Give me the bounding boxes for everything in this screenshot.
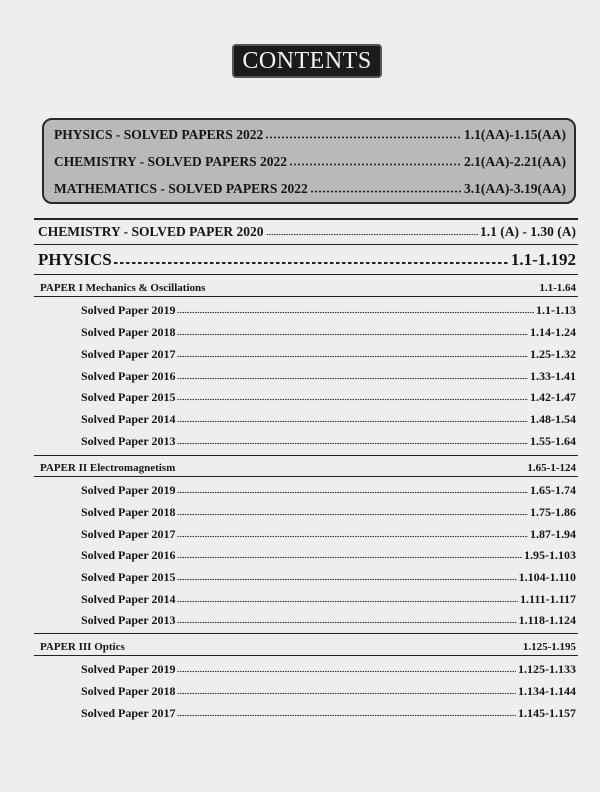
toc-entry-pages: 2.1(AA)-2.21(AA) bbox=[464, 154, 566, 169]
toc-entry[interactable] bbox=[81, 504, 576, 520]
toc-entry-physics-2022[interactable] bbox=[54, 125, 566, 143]
toc-entry[interactable] bbox=[81, 368, 576, 384]
dot-leader bbox=[177, 333, 528, 336]
toc-entry-pages: 1.42-1.47 bbox=[530, 390, 576, 404]
toc-entry-pages: 1.75-1.86 bbox=[530, 505, 576, 519]
toc-entry-label: Solved Paper 2018 bbox=[81, 505, 176, 519]
toc-entry[interactable] bbox=[81, 591, 576, 607]
divider bbox=[34, 476, 578, 477]
toc-entry-label: Solved Paper 2017 bbox=[81, 527, 176, 541]
dot-leader bbox=[289, 163, 462, 166]
toc-entry[interactable] bbox=[81, 569, 576, 585]
toc-entry[interactable] bbox=[81, 612, 576, 628]
dot-leader bbox=[177, 621, 516, 624]
divider bbox=[34, 218, 578, 220]
dot-leader bbox=[177, 311, 534, 314]
toc-entry[interactable] bbox=[81, 302, 576, 318]
toc-entry-label: Solved Paper 2018 bbox=[81, 684, 176, 698]
toc-entry-pages: 3.1(AA)-3.19(AA) bbox=[464, 181, 566, 196]
dot-leader bbox=[177, 420, 528, 423]
dot-leader bbox=[177, 491, 528, 494]
toc-entry-pages: 1.134-1.144 bbox=[518, 684, 576, 698]
toc-entry-label: PHYSICS bbox=[38, 250, 112, 269]
toc-entry-pages: 1.14-1.24 bbox=[530, 325, 576, 339]
dash-leader bbox=[114, 262, 509, 264]
dot-leader bbox=[177, 692, 516, 695]
toc-entry-label: Solved Paper 2017 bbox=[81, 347, 176, 361]
toc-entry-label: Solved Paper 2014 bbox=[81, 412, 176, 426]
toc-entry-label: Solved Paper 2016 bbox=[81, 369, 176, 383]
toc-entry-label: Solved Paper 2014 bbox=[81, 592, 176, 606]
toc-entry-pages: 1.111-1.117 bbox=[519, 592, 576, 606]
toc-entry-pages: 1.33-1.41 bbox=[530, 369, 576, 383]
paper-header-ii[interactable] bbox=[40, 460, 576, 474]
toc-entry-label: CHEMISTRY - SOLVED PAPERS 2022 bbox=[54, 154, 288, 169]
divider bbox=[34, 633, 578, 634]
toc-entry-physics[interactable] bbox=[38, 250, 576, 270]
paper-title: PAPER III Optics bbox=[40, 641, 125, 653]
toc-entry-label: Solved Paper 2016 bbox=[81, 548, 176, 562]
divider bbox=[34, 274, 578, 275]
toc-entry-label: Solved Paper 2013 bbox=[81, 613, 176, 627]
dot-leader bbox=[177, 442, 528, 445]
page-title: CONTENTS bbox=[232, 44, 382, 78]
toc-entry[interactable] bbox=[81, 526, 576, 542]
toc-entry[interactable] bbox=[81, 705, 576, 721]
toc-entry-label: Solved Paper 2019 bbox=[81, 483, 176, 497]
toc-entry-label: Solved Paper 2013 bbox=[81, 434, 176, 448]
toc-entry[interactable] bbox=[81, 661, 576, 677]
paper-header-iii[interactable] bbox=[40, 639, 576, 653]
divider bbox=[34, 655, 578, 656]
toc-entry[interactable] bbox=[81, 324, 576, 340]
toc-entry-pages: 1.118-1.124 bbox=[518, 613, 576, 627]
paper-pages: 1.65-1-124 bbox=[527, 462, 576, 474]
toc-entry[interactable] bbox=[81, 683, 576, 699]
toc-entry[interactable] bbox=[81, 433, 576, 449]
paper-header-i[interactable] bbox=[40, 280, 576, 294]
toc-entry-pages: 1.25-1.32 bbox=[530, 347, 576, 361]
toc-entry-label: CHEMISTRY - SOLVED PAPER 2020 bbox=[38, 224, 264, 239]
toc-entry-pages: 1.1 (A) - 1.30 (A) bbox=[480, 224, 576, 239]
divider bbox=[34, 296, 578, 297]
toc-entry-pages: 1.55-1.64 bbox=[530, 434, 576, 448]
dot-leader bbox=[177, 556, 522, 559]
toc-entry-label: Solved Paper 2019 bbox=[81, 662, 176, 676]
toc-entry[interactable] bbox=[81, 389, 576, 405]
toc-entry-pages: 1.87-1.94 bbox=[530, 527, 576, 541]
toc-entry-chemistry-2022[interactable] bbox=[54, 152, 566, 170]
dot-leader bbox=[177, 670, 516, 673]
divider bbox=[34, 244, 578, 245]
dot-leader bbox=[177, 600, 518, 603]
dot-leader bbox=[177, 714, 516, 717]
toc-entry-mathematics-2022[interactable] bbox=[54, 179, 566, 197]
dot-leader bbox=[266, 233, 478, 236]
toc-entry-label: Solved Paper 2017 bbox=[81, 706, 176, 720]
dot-leader bbox=[177, 398, 528, 401]
toc-entry-pages: 1.104-1.110 bbox=[518, 570, 576, 584]
toc-entry-label: Solved Paper 2015 bbox=[81, 390, 176, 404]
toc-entry-label: Solved Paper 2018 bbox=[81, 325, 176, 339]
paper-pages: 1.1-1.64 bbox=[539, 282, 576, 294]
toc-entry-pages: 1.1(AA)-1.15(AA) bbox=[464, 127, 566, 142]
toc-entry[interactable] bbox=[81, 547, 576, 563]
toc-entry-pages: 1.145-1.157 bbox=[518, 706, 576, 720]
toc-entry-pages: 1.1-1.13 bbox=[536, 303, 576, 317]
toc-entry[interactable] bbox=[81, 482, 576, 498]
toc-entry[interactable] bbox=[81, 411, 576, 427]
toc-entry-label: Solved Paper 2015 bbox=[81, 570, 176, 584]
toc-entry[interactable] bbox=[81, 346, 576, 362]
toc-entry-pages: 1.125-1.133 bbox=[518, 662, 576, 676]
toc-entry-pages: 1.1-1.192 bbox=[510, 250, 576, 269]
dot-leader bbox=[310, 190, 462, 193]
toc-entry-label: Solved Paper 2019 bbox=[81, 303, 176, 317]
paper-title: PAPER I Mechanics & Oscillations bbox=[40, 282, 206, 294]
toc-entry-label: MATHEMATICS - SOLVED PAPERS 2022 bbox=[54, 181, 308, 196]
dot-leader bbox=[177, 513, 528, 516]
paper-title: PAPER II Electromagnetism bbox=[40, 462, 176, 474]
dot-leader bbox=[177, 377, 528, 380]
toc-entry-pages: 1.48-1.54 bbox=[530, 412, 576, 426]
divider bbox=[34, 455, 578, 456]
toc-entry-label: PHYSICS - SOLVED PAPERS 2022 bbox=[54, 127, 264, 142]
solved-papers-2022-box bbox=[42, 118, 576, 204]
paper-pages: 1.125-1.195 bbox=[522, 641, 576, 653]
toc-entry-pages: 1.65-1.74 bbox=[530, 483, 576, 497]
dot-leader bbox=[177, 535, 528, 538]
dot-leader bbox=[265, 136, 462, 139]
toc-entry-chemistry-2020[interactable] bbox=[38, 222, 576, 240]
dot-leader bbox=[177, 578, 516, 581]
toc-entry-pages: 1.95-1.103 bbox=[524, 548, 576, 562]
dot-leader bbox=[177, 355, 528, 358]
